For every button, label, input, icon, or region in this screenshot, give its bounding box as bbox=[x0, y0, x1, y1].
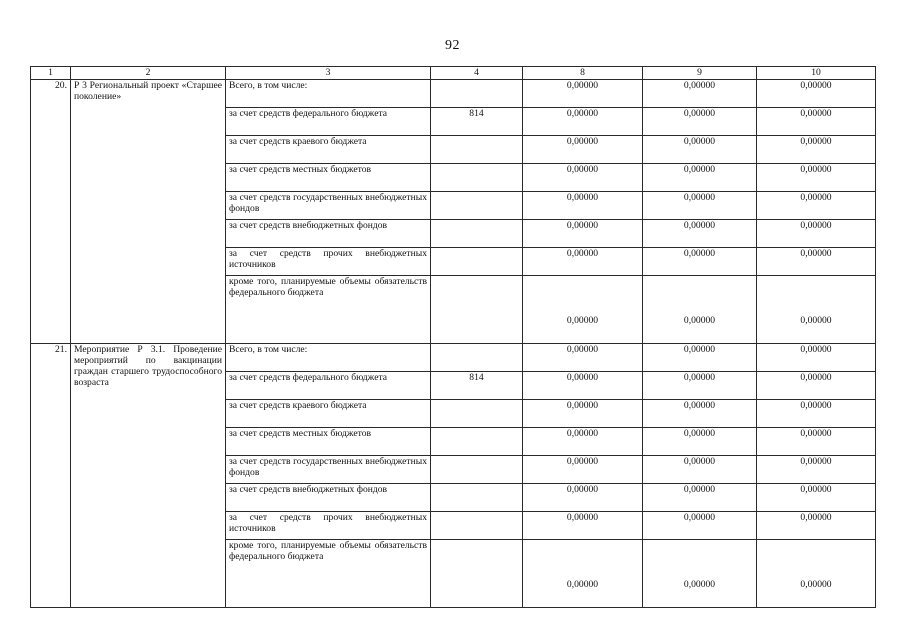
funding-source-cell: за счет средств прочих внебюджетных источников bbox=[226, 248, 431, 276]
value-cell-v8: 0,00000 bbox=[523, 400, 643, 428]
value-cell-v10: 0,00000 bbox=[757, 276, 876, 344]
value-cell-v10: 0,00000 bbox=[757, 484, 876, 512]
value-cell-v8: 0,00000 bbox=[523, 220, 643, 248]
column-header: 10 bbox=[757, 67, 876, 80]
value-cell-v8: 0,00000 bbox=[523, 108, 643, 136]
funding-source-cell: Всего, в том числе: bbox=[226, 344, 431, 372]
value-cell-v9: 0,00000 bbox=[643, 80, 757, 108]
value-cell-v9: 0,00000 bbox=[643, 248, 757, 276]
value-cell-v8: 0,00000 bbox=[523, 344, 643, 372]
value-cell-v8: 0,00000 bbox=[523, 428, 643, 456]
value-cell-v9: 0,00000 bbox=[643, 456, 757, 484]
table-row bbox=[31, 344, 876, 372]
row-number-cell: 21. bbox=[31, 344, 71, 608]
value-cell-v10: 0,00000 bbox=[757, 344, 876, 372]
code-cell: 814 bbox=[431, 372, 523, 400]
value-cell-v10: 0,00000 bbox=[757, 136, 876, 164]
value-cell-v8: 0,00000 bbox=[523, 136, 643, 164]
budget-table bbox=[30, 66, 876, 608]
value-cell-v9: 0,00000 bbox=[643, 108, 757, 136]
value-cell-v9: 0,00000 bbox=[643, 136, 757, 164]
code-cell bbox=[431, 484, 523, 512]
value-cell-v8: 0,00000 bbox=[523, 192, 643, 220]
code-cell bbox=[431, 344, 523, 372]
value-cell-v10: 0,00000 bbox=[757, 80, 876, 108]
value-cell-v9: 0,00000 bbox=[643, 164, 757, 192]
code-cell bbox=[431, 400, 523, 428]
value-cell-v9: 0,00000 bbox=[643, 400, 757, 428]
value-cell-v10: 0,00000 bbox=[757, 220, 876, 248]
value-cell-v10: 0,00000 bbox=[757, 108, 876, 136]
value-cell-v9: 0,00000 bbox=[643, 484, 757, 512]
code-cell bbox=[431, 164, 523, 192]
code-cell bbox=[431, 248, 523, 276]
code-cell bbox=[431, 456, 523, 484]
code-cell bbox=[431, 192, 523, 220]
funding-source-cell: Всего, в том числе: bbox=[226, 80, 431, 108]
column-header: 1 bbox=[31, 67, 71, 80]
value-cell-v10: 0,00000 bbox=[757, 456, 876, 484]
column-header: 2 bbox=[71, 67, 226, 80]
funding-source-cell: за счет средств федерального бюджета bbox=[226, 372, 431, 400]
project-name-cell: Р 3 Региональный проект «Старшее поколение» bbox=[71, 80, 226, 344]
value-cell-v8: 0,00000 bbox=[523, 484, 643, 512]
code-cell bbox=[431, 512, 523, 540]
value-cell-v9: 0,00000 bbox=[643, 540, 757, 608]
funding-source-cell: за счет средств государственных внебюджетных фондов bbox=[226, 456, 431, 484]
funding-source-cell: за счет средств федерального бюджета bbox=[226, 108, 431, 136]
code-cell: 814 bbox=[431, 108, 523, 136]
funding-source-cell: за счет средств государственных внебюджетных фондов bbox=[226, 192, 431, 220]
value-cell-v10: 0,00000 bbox=[757, 512, 876, 540]
value-cell-v9: 0,00000 bbox=[643, 344, 757, 372]
code-cell bbox=[431, 276, 523, 344]
column-header: 9 bbox=[643, 67, 757, 80]
funding-source-cell: за счет средств краевого бюджета bbox=[226, 400, 431, 428]
column-header: 3 bbox=[226, 67, 431, 80]
column-header: 4 bbox=[431, 67, 523, 80]
value-cell-v10: 0,00000 bbox=[757, 248, 876, 276]
value-cell-v8: 0,00000 bbox=[523, 456, 643, 484]
value-cell-v9: 0,00000 bbox=[643, 220, 757, 248]
value-cell-v10: 0,00000 bbox=[757, 540, 876, 608]
code-cell bbox=[431, 80, 523, 108]
value-cell-v10: 0,00000 bbox=[757, 428, 876, 456]
funding-source-cell: за счет средств внебюджетных фондов bbox=[226, 484, 431, 512]
value-cell-v9: 0,00000 bbox=[643, 276, 757, 344]
value-cell-v10: 0,00000 bbox=[757, 400, 876, 428]
column-header: 8 bbox=[523, 67, 643, 80]
funding-source-cell: за счет средств местных бюджетов bbox=[226, 428, 431, 456]
funding-source-cell: кроме того, планируемые объемы обязательств федерального бюджета bbox=[226, 276, 431, 344]
value-cell-v9: 0,00000 bbox=[643, 372, 757, 400]
code-cell bbox=[431, 136, 523, 164]
funding-source-cell: за счет средств прочих внебюджетных источников bbox=[226, 512, 431, 540]
value-cell-v8: 0,00000 bbox=[523, 248, 643, 276]
funding-source-cell: кроме того, планируемые объемы обязательств федерального бюджета bbox=[226, 540, 431, 608]
value-cell-v8: 0,00000 bbox=[523, 512, 643, 540]
code-cell bbox=[431, 220, 523, 248]
table-header-row bbox=[31, 67, 876, 80]
value-cell-v9: 0,00000 bbox=[643, 512, 757, 540]
funding-source-cell: за счет средств местных бюджетов bbox=[226, 164, 431, 192]
value-cell-v9: 0,00000 bbox=[643, 428, 757, 456]
code-cell bbox=[431, 428, 523, 456]
value-cell-v9: 0,00000 bbox=[643, 192, 757, 220]
table-row bbox=[31, 80, 876, 108]
funding-source-cell: за счет средств краевого бюджета bbox=[226, 136, 431, 164]
code-cell bbox=[431, 540, 523, 608]
project-name-cell: Мероприятие Р 3.1. Проведение мероприятий по вакцинации граждан старшего трудоспособного возраста bbox=[71, 344, 226, 608]
value-cell-v10: 0,00000 bbox=[757, 192, 876, 220]
value-cell-v8: 0,00000 bbox=[523, 164, 643, 192]
row-number-cell: 20. bbox=[31, 80, 71, 344]
value-cell-v8: 0,00000 bbox=[523, 540, 643, 608]
value-cell-v10: 0,00000 bbox=[757, 372, 876, 400]
value-cell-v10: 0,00000 bbox=[757, 164, 876, 192]
value-cell-v8: 0,00000 bbox=[523, 372, 643, 400]
page-number: 92 bbox=[445, 38, 460, 53]
funding-source-cell: за счет средств внебюджетных фондов bbox=[226, 220, 431, 248]
value-cell-v8: 0,00000 bbox=[523, 80, 643, 108]
value-cell-v8: 0,00000 bbox=[523, 276, 643, 344]
